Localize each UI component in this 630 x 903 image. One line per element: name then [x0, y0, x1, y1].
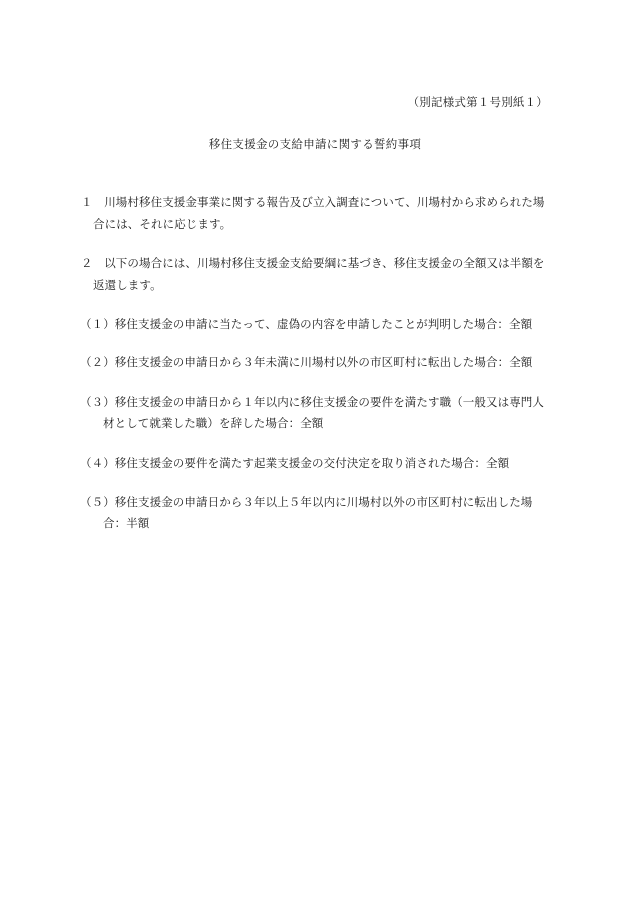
document-title: 移住支援金の支給申請に関する誓約事項: [208, 137, 422, 151]
pledge-item-2-line-2: 返還します。: [93, 278, 162, 292]
pledge-item-1-line-2: 合には、それに応じます。: [93, 217, 232, 231]
refund-case-5-line-2: 合：半額: [103, 516, 150, 530]
pledge-item-1-line-1: １ 川場村移住支援金事業に関する報告及び立入調査について、川場村から求められた場: [81, 195, 545, 209]
refund-case-3-line-2: 材として就業した職）を辞した場合：全額: [103, 416, 324, 430]
refund-case-2-line-1: （２）移住支援金の申請日から３年未満に川場村以外の市区町村に転出した場合：全額: [80, 355, 533, 369]
pledge-item-2-line-1: ２ 以下の場合には、川場村移住支援金支給要綱に基づき、移住支援金の全額又は半額を: [81, 256, 545, 270]
refund-case-1-line-1: （１）移住支援金の申請に当たって、虚偽の内容を申請したことが判明した場合：全額: [80, 317, 533, 331]
refund-case-5-line-1: （５）移住支援金の申請日から３年以上５年以内に川場村以外の市区町村に転出した場: [80, 495, 533, 509]
refund-case-3-line-1: （３）移住支援金の申請日から１年以内に移住支援金の要件を満たす職（一般又は専門人: [80, 395, 544, 409]
form-reference: （別記様式第１号別紙１）: [407, 95, 548, 109]
refund-case-4-line-1: （４）移住支援金の要件を満たす起業支援金の交付決定を取り消された場合：全額: [80, 456, 510, 470]
